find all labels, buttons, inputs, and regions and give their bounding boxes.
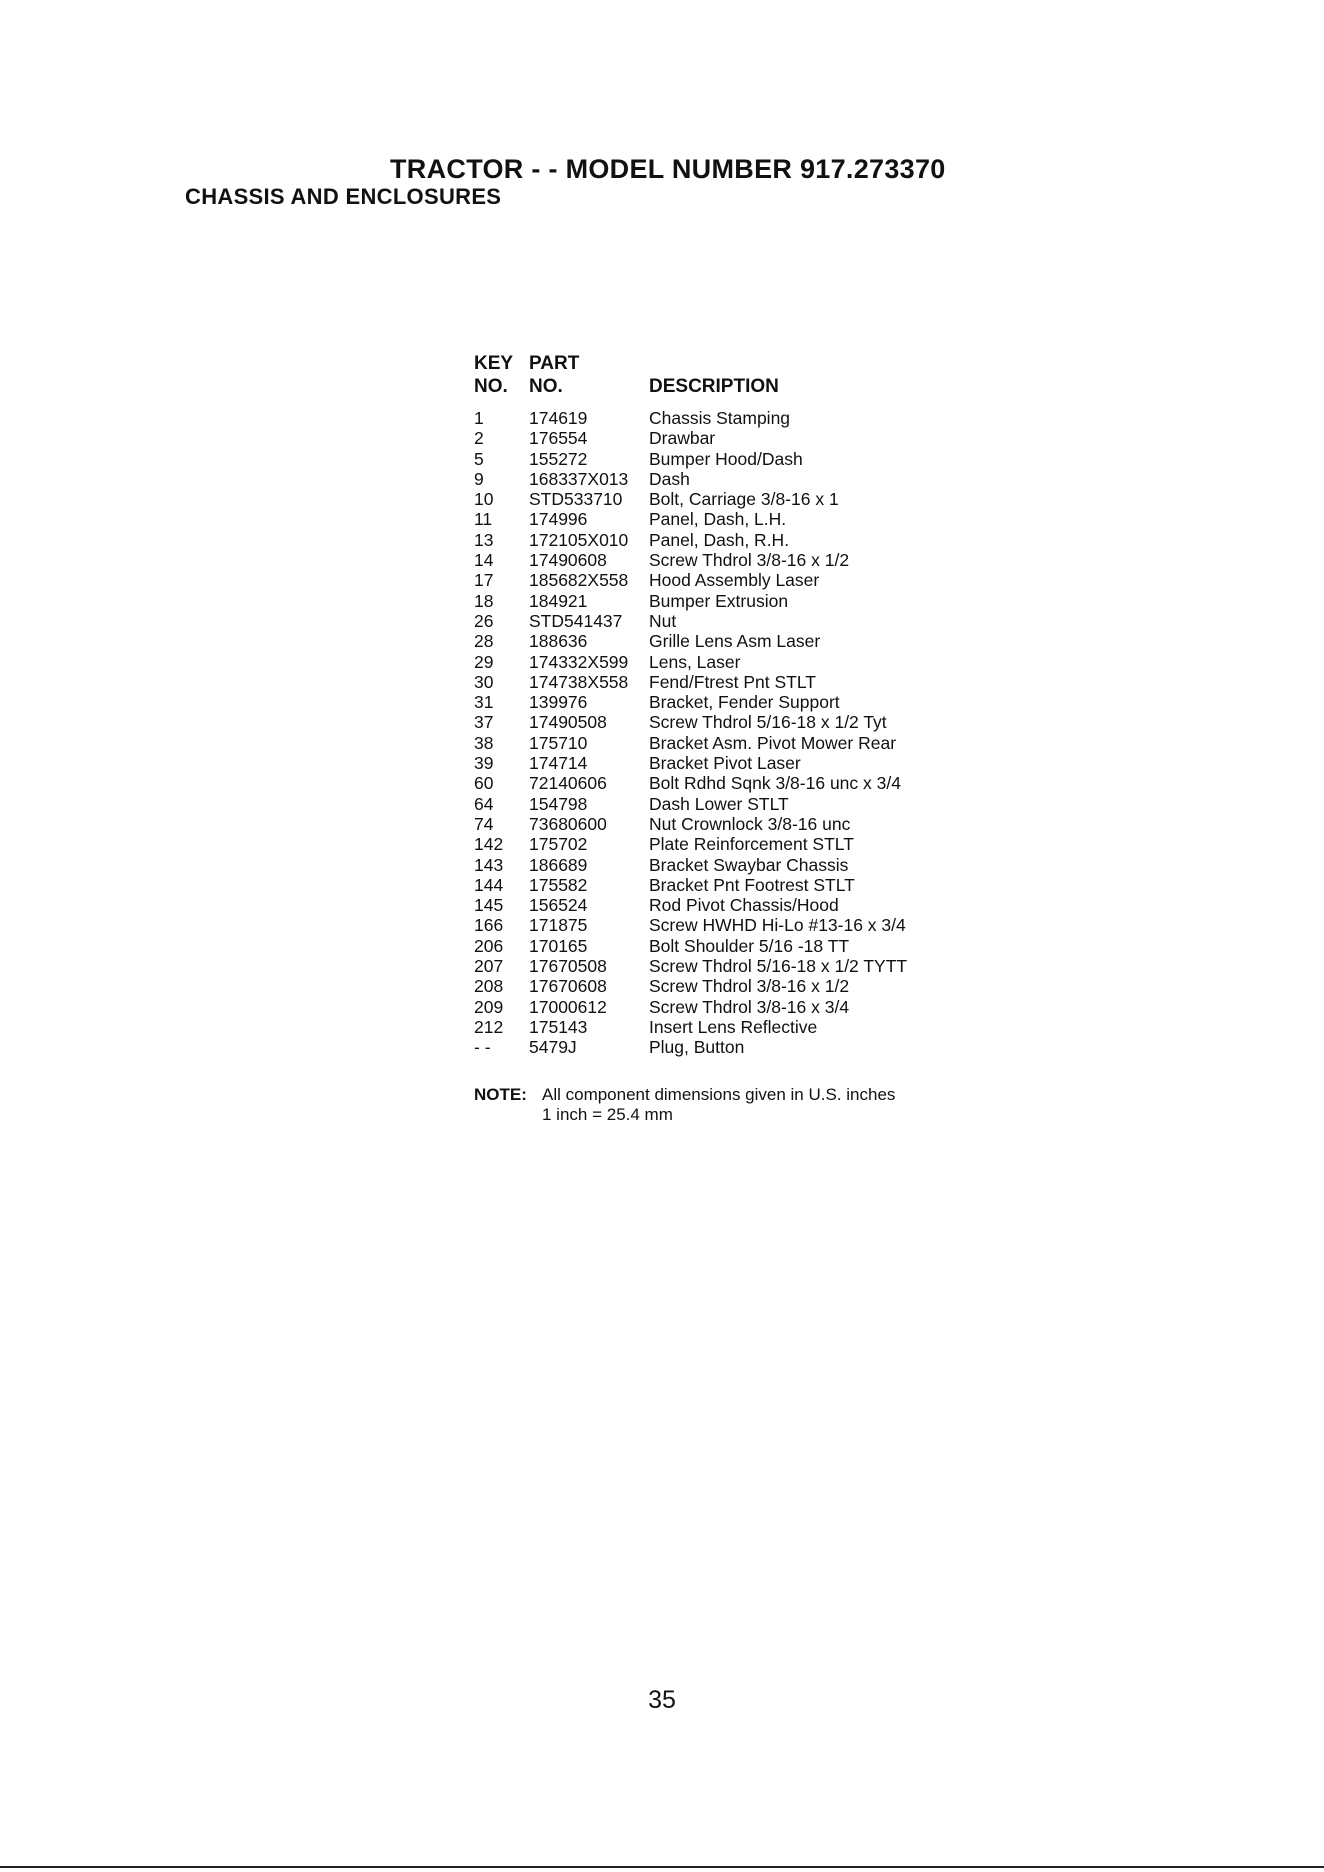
page-title: TRACTOR - - MODEL NUMBER 917.273370 [390, 154, 946, 184]
key-no-cell: 9 [474, 468, 484, 489]
table-row [474, 794, 907, 814]
key-no-cell: 166 [474, 915, 504, 936]
table-row [474, 611, 907, 631]
description-cell: Screw Thdrol 3/8-16 x 3/4 [649, 996, 850, 1017]
part-no-cell: 185682X558 [529, 570, 629, 591]
table-row [474, 733, 907, 753]
key-no-cell: 208 [474, 976, 504, 997]
key-no-cell: 74 [474, 813, 494, 834]
parts-table [474, 352, 907, 1058]
description-cell: Rod Pivot Chassis/Hood [649, 895, 839, 916]
table-row [474, 875, 907, 895]
table-row [474, 895, 907, 915]
key-no-cell: 207 [474, 956, 504, 977]
table-row [474, 591, 907, 611]
description-cell: Bracket, Fender Support [649, 692, 840, 713]
table-row [474, 428, 907, 448]
table-row [474, 570, 907, 590]
description-cell: Grille Lens Asm Laser [649, 631, 821, 652]
part-no-cell: 139976 [529, 692, 588, 713]
key-no-cell: 206 [474, 935, 504, 956]
key-no-cell: 28 [474, 631, 494, 652]
description-cell: Nut [649, 610, 677, 631]
description-cell: Bolt Shoulder 5/16 -18 TT [649, 935, 850, 956]
table-row [474, 652, 907, 672]
part-header-line1: PART [529, 353, 580, 374]
table-row [474, 509, 907, 529]
description-cell: Plate Reinforcement STLT [649, 834, 854, 855]
key-no-cell: 11 [474, 509, 493, 530]
key-no-cell: 38 [474, 732, 494, 753]
part-no-cell: 170165 [529, 935, 588, 956]
key-no-cell: 29 [474, 651, 494, 672]
note-block [474, 1085, 895, 1125]
description-cell: Bumper Extrusion [649, 590, 789, 611]
part-no-cell: STD533710 [529, 489, 623, 510]
table-row [474, 692, 907, 712]
key-no-cell: 212 [474, 1016, 504, 1037]
description-cell: Insert Lens Reflective [649, 1016, 818, 1037]
note-label: NOTE: [474, 1085, 527, 1104]
table-row [474, 550, 907, 570]
part-no-cell: 5479J [529, 1037, 577, 1058]
key-no-cell: 17 [474, 570, 494, 591]
description-cell: Panel, Dash, L.H. [649, 509, 787, 530]
key-no-cell: 144 [474, 874, 504, 895]
table-row [474, 672, 907, 692]
table-row [474, 489, 907, 509]
table-row [474, 976, 907, 996]
description-cell: Drawbar [649, 428, 716, 449]
part-no-cell: 168337X013 [529, 468, 629, 489]
key-no-cell: 26 [474, 610, 494, 631]
table-row [474, 753, 907, 773]
description-cell: Screw HWHD Hi-Lo #13-16 x 3/4 [649, 915, 906, 936]
key-no-cell: 30 [474, 671, 494, 692]
table-row [474, 408, 907, 428]
key-no-cell: 1 [474, 408, 484, 428]
key-no-cell: 13 [474, 529, 494, 550]
part-no-cell: 156524 [529, 895, 588, 916]
part-no-cell: 175710 [529, 732, 588, 753]
description-cell: Bracket Pivot Laser [649, 753, 801, 774]
description-cell: Dash [649, 468, 690, 489]
key-no-cell: 2 [474, 428, 484, 449]
key-no-cell: 5 [474, 448, 484, 469]
note-line2: 1 inch = 25.4 mm [542, 1105, 673, 1124]
page-number: 35 [648, 1686, 676, 1714]
part-no-cell: 155272 [529, 448, 588, 469]
part-no-cell: 73680600 [529, 813, 607, 834]
part-no-cell: STD541437 [529, 610, 623, 631]
table-row [474, 631, 907, 651]
table-row [474, 530, 907, 550]
description-cell: Lens, Laser [649, 651, 741, 672]
part-no-cell: 72140606 [529, 773, 607, 794]
description-cell: Fend/Ftrest Pnt STLT [649, 671, 816, 692]
table-header-row [474, 352, 907, 408]
part-no-header [529, 352, 649, 408]
table-row [474, 712, 907, 732]
section-subtitle: CHASSIS AND ENCLOSURES [185, 184, 502, 209]
part-no-cell: 184921 [529, 590, 588, 611]
part-no-cell: 172105X010 [529, 529, 629, 550]
table-row [474, 449, 907, 469]
table-row [474, 469, 907, 489]
part-no-cell: 188636 [529, 631, 588, 652]
description-cell: Screw Thdrol 3/8-16 x 1/2 [649, 976, 850, 997]
description-cell: Plug, Button [649, 1037, 745, 1058]
bottom-rule [0, 1866, 1324, 1868]
part-header-line2: NO. [529, 376, 563, 397]
part-no-cell: 174714 [529, 753, 588, 774]
note-line1: All component dimensions given in U.S. inches [542, 1085, 896, 1104]
key-no-cell: 14 [474, 550, 494, 571]
description-cell: Panel, Dash, R.H. [649, 529, 790, 550]
part-no-cell: 176554 [529, 428, 588, 449]
description-cell: Bracket Pnt Footrest STLT [649, 874, 855, 895]
part-no-cell: 171875 [529, 915, 588, 936]
key-no-cell: 31 [474, 692, 494, 713]
key-header-line2: NO. [474, 376, 508, 397]
table-row [474, 834, 907, 854]
key-no-cell: 37 [474, 712, 494, 733]
key-no-cell: 143 [474, 854, 504, 875]
part-no-cell: 17670508 [529, 956, 607, 977]
key-no-cell: 209 [474, 996, 504, 1017]
part-no-cell: 175143 [529, 1016, 588, 1037]
description-cell: Bolt, Carriage 3/8-16 x 1 [649, 489, 839, 510]
table-row [474, 814, 907, 834]
part-no-cell: 174332X599 [529, 651, 629, 672]
part-no-cell: 154798 [529, 793, 588, 814]
table-row [474, 773, 907, 793]
key-no-cell: 145 [474, 895, 504, 916]
part-no-cell: 174619 [529, 408, 588, 428]
key-no-cell: 18 [474, 590, 494, 611]
key-no-cell: 60 [474, 773, 494, 794]
parts-table-body [474, 408, 907, 1058]
part-no-cell: 174996 [529, 509, 588, 530]
description-cell: Hood Assembly Laser [649, 570, 820, 591]
part-no-cell: 17490608 [529, 550, 607, 571]
table-row [474, 956, 907, 976]
description-cell: Screw Thdrol 3/8-16 x 1/2 [649, 550, 850, 571]
key-no-cell: 142 [474, 834, 504, 855]
table-row [474, 1037, 907, 1057]
table-row [474, 855, 907, 875]
key-no-cell: 10 [474, 489, 494, 510]
part-no-cell: 175582 [529, 874, 588, 895]
description-cell: Dash Lower STLT [649, 793, 789, 814]
description-cell: Bumper Hood/Dash [649, 448, 803, 469]
part-no-cell: 175702 [529, 834, 588, 855]
description-cell: Bolt Rdhd Sqnk 3/8-16 unc x 3/4 [649, 773, 901, 794]
description-cell: Bracket Asm. Pivot Mower Rear [649, 732, 897, 753]
table-row [474, 997, 907, 1017]
part-no-cell: 17000612 [529, 996, 607, 1017]
key-no-cell: 64 [474, 793, 494, 814]
description-cell: Chassis Stamping [649, 408, 791, 428]
description-cell: Screw Thdrol 5/16-18 x 1/2 Tyt [649, 712, 887, 733]
table-row [474, 1017, 907, 1037]
description-header: DESCRIPTION [649, 376, 779, 397]
part-no-cell: 17490508 [529, 712, 607, 733]
description-cell: Bracket Swaybar Chassis [649, 854, 849, 875]
part-no-cell: 17670608 [529, 976, 607, 997]
description-cell: Nut Crownlock 3/8-16 unc [649, 813, 851, 834]
part-no-cell: 174738X558 [529, 671, 629, 692]
part-no-cell: 186689 [529, 854, 588, 875]
table-row [474, 936, 907, 956]
key-header-line1: KEY [474, 353, 514, 374]
table-row [474, 915, 907, 935]
key-no-header [474, 352, 529, 408]
key-no-cell: 39 [474, 753, 494, 774]
key-no-cell: - - [474, 1037, 491, 1058]
description-cell: Screw Thdrol 5/16-18 x 1/2 TYTT [649, 956, 908, 977]
